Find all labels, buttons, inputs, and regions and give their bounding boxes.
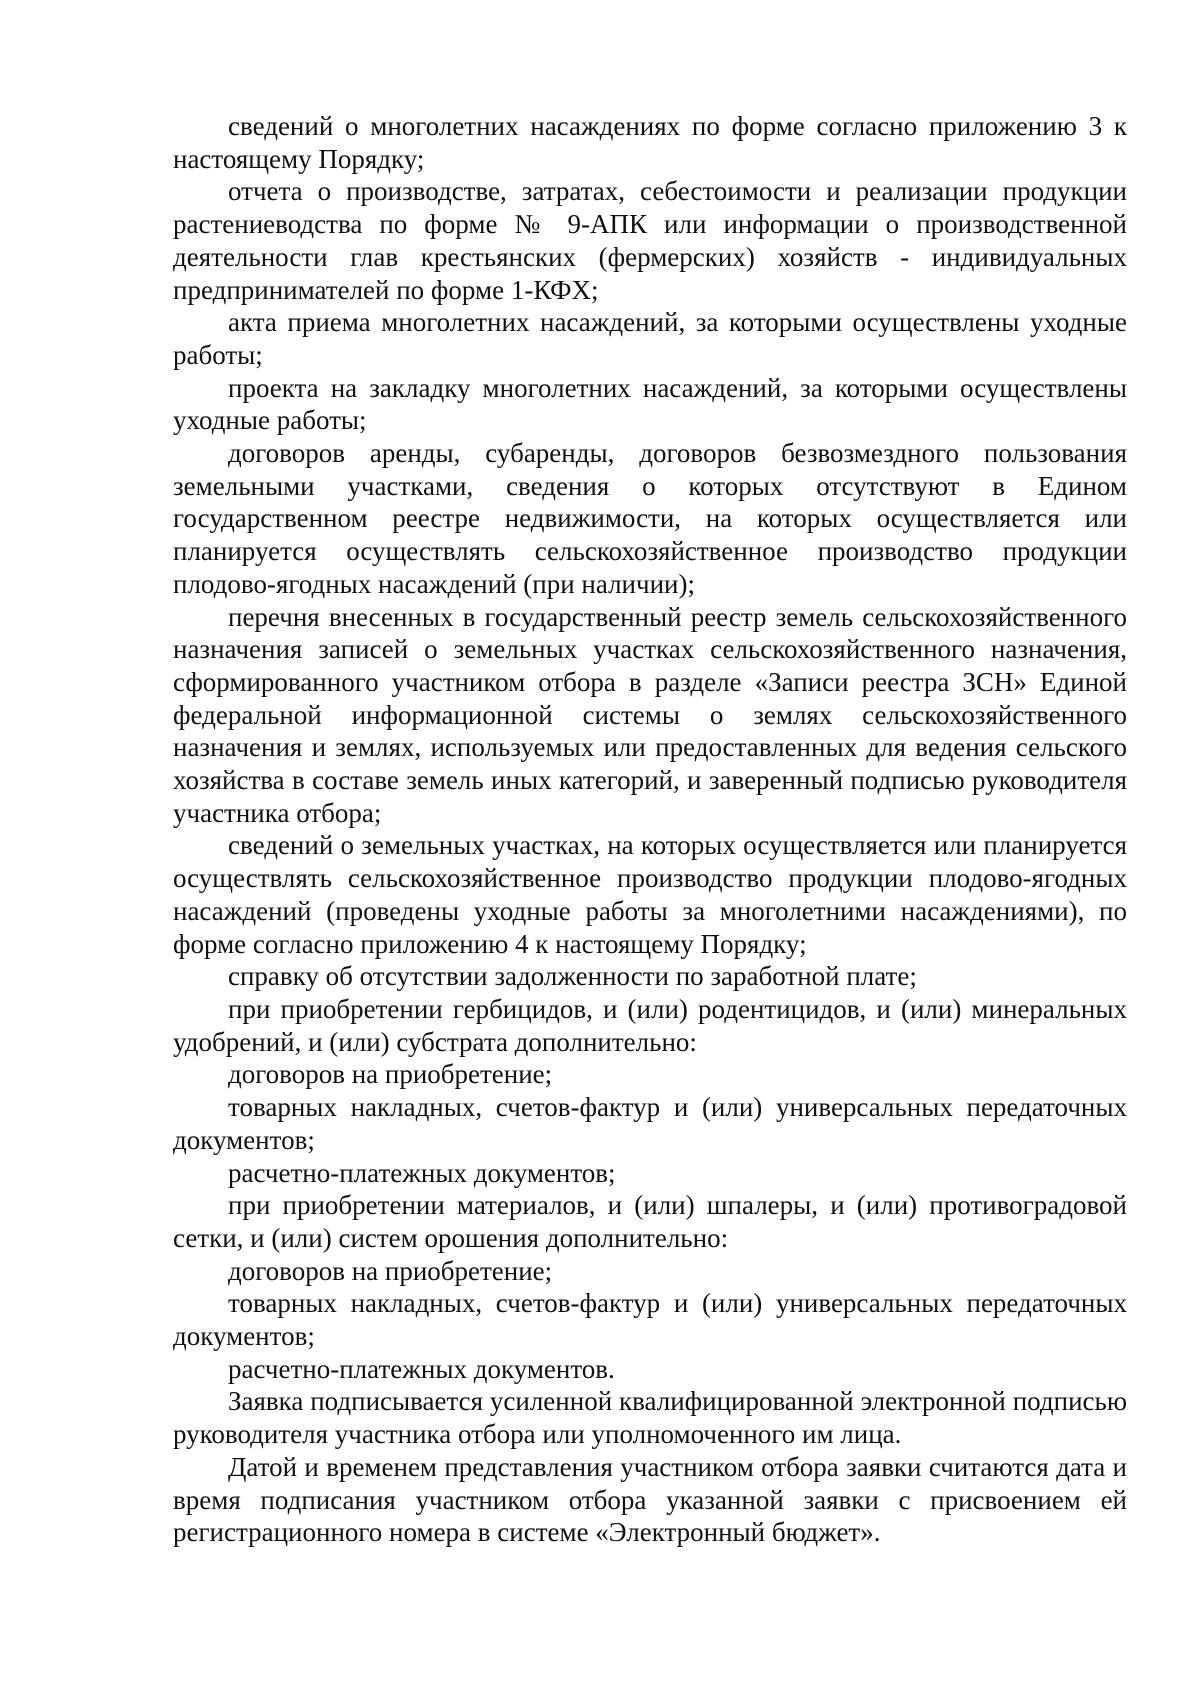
paragraph-15: товарных накладных, счетов-фактур и (или) универсальных передаточных документов; [173,1288,1127,1352]
paragraph-9: при приобретении гербицидов, и (или) родентицидов, и (или) минеральных удобрений, и (или) субстрата дополнительно: [173,993,1127,1057]
paragraph-10: договоров на приобретение; [228,1059,553,1090]
paragraph-18: Датой и временем представления участником отбора заявки считаются дата и время подписания участником отбора указанной заявки с присвоением ей регистрационного номера в системе «Электронный бюджет». [173,1451,1127,1548]
paragraph-4: проекта на закладку многолетних насаждений, за которыми осуществлены уходные работы; [173,372,1127,436]
paragraph-11: товарных накладных, счетов-фактур и (или) универсальных передаточных документов; [173,1092,1127,1155]
paragraph-13: при приобретении материалов, и (или) шпалеры, и (или) противоградовой сетки, и (или) систем орошения дополнительно: [173,1190,1127,1253]
paragraph-6: перечня внесенных в государственный реестр земель сельскохозяйственного назначения записей о земельных участках сельскохозяйственного назначения, сформированного участником отбора в разделе «Записи реестра ЗСН» Единой федеральной информационной системы о землях сельскохозяйственного назначения и землях, используемых или предоставленных для ведения сельского хозяйства в составе земель иных категорий, и заверенный подписью руководителя участника отбора; [173,601,1127,828]
paragraph-14: договоров на приобретение; [228,1255,553,1286]
document-body [173,110,1127,1549]
paragraph-3: акта приема многолетних насаждений, за которыми осуществлены уходные работы; [173,307,1127,370]
paragraph-7: сведений о земельных участках, на которых осуществляется или планируется осуществлять сельскохозяйственное производство продукции плодово-ягодных насаждений (проведены уходные работы за многолетними насаждениями), по форме согласно приложению 4 к настоящему Порядку; [173,830,1127,959]
paragraph-1: сведений о многолетних насаждениях по форме согласно приложению 3 к настоящему Порядку; [173,111,1127,174]
paragraph-5: договоров аренды, субаренды, договоров безвозмездного пользования земельными участками, сведения о которых отсутствуют в Едином государственном реестре недвижимости, на которых осуществляется или планируется осуществлять сельскохозяйственное производство продукции плодово-ягодных насаждений (при наличии); [173,438,1127,599]
paragraph-2: отчета о производстве, затратах, себестоимости и реализации продукции растениеводства по форме № 9-АПК или информации о производственной деятельности глав крестьянских (фермерских) хозяйств - индивидуальных предпринимателей по форме 1-КФХ; [173,176,1127,305]
paragraph-8: справку об отсутствии задолженности по заработной плате; [228,961,917,992]
paragraph-12: расчетно-платежных документов; [228,1157,616,1188]
paragraph-16: расчетно-платежных документов. [228,1353,615,1384]
paragraph-17: Заявка подписывается усиленной квалифицированной электронной подписью руководителя участника отбора или уполномоченного им лица. [173,1386,1127,1450]
